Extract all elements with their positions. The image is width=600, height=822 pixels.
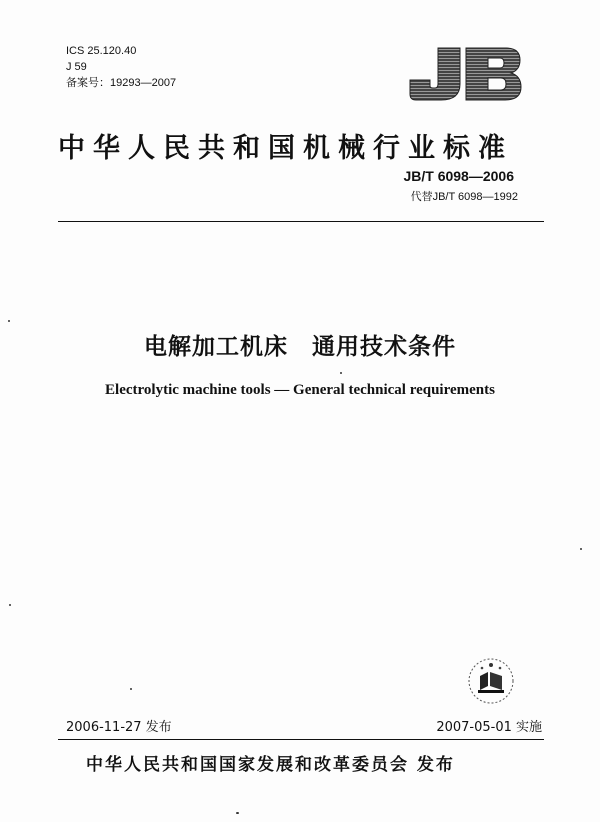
jb-logo [408, 46, 523, 102]
scan-speck [9, 604, 11, 606]
document-title-chinese: 电解加工机床 通用技术条件 [144, 334, 456, 360]
classification-code: J 59 [66, 61, 87, 73]
issue-date: 2006-11-27 发布 [66, 720, 172, 735]
standard-number: JB/T 6098—2006 [403, 168, 514, 184]
implementation-date: 2007-05-01 实施 [436, 720, 542, 735]
top-divider [58, 221, 544, 222]
standard-category-title: 中华人民共和国机械行业标准 [58, 133, 513, 164]
bottom-divider [58, 739, 544, 740]
scan-speck [340, 372, 342, 374]
ics-code: ICS 25.120.40 [66, 45, 137, 57]
issuing-authority: 中华人民共和国国家发展和改革委员会 发布 [86, 755, 455, 775]
scan-speck [236, 812, 239, 814]
publisher-seal-icon [466, 656, 516, 706]
replaces-standard: 代替JB/T 6098—1992 [410, 191, 518, 203]
scan-speck [8, 320, 10, 322]
scan-speck [580, 548, 582, 550]
scan-speck [130, 688, 132, 690]
document-title-english: Electrolytic machine tools — General technical requirements [105, 382, 495, 398]
record-number: 备案号：19293—2007 [66, 77, 177, 89]
